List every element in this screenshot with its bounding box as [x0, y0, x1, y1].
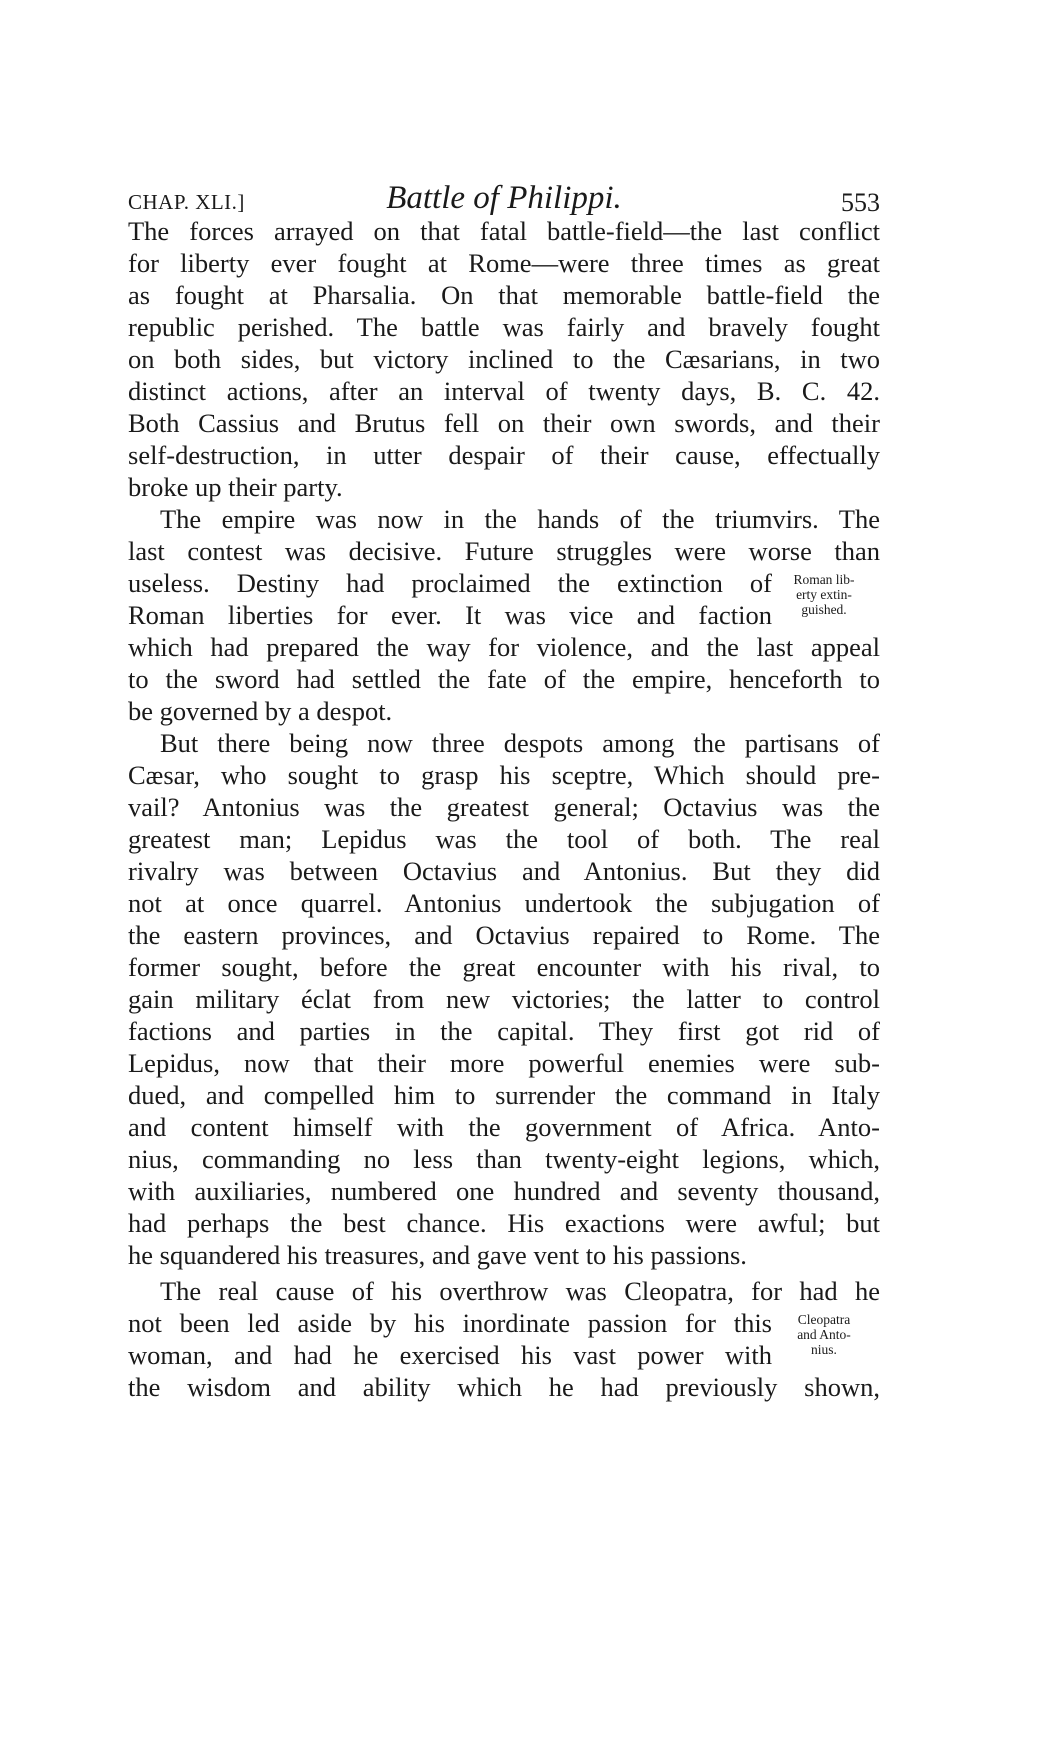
margin-note-roman-liberty [770, 572, 878, 617]
text-line: rivalry was between Octavius and Antonius. But they did [128, 856, 880, 886]
text-line: Roman liberties for ever. It was vice and faction [128, 600, 772, 630]
margin-note-line: Cleopatra [797, 1312, 851, 1327]
text-line: not been led aside by his inordinate passion for this [128, 1308, 772, 1338]
text-line: The forces arrayed on that fatal battle-field—the last conflict [128, 216, 880, 246]
text-line: had perhaps the best chance. His exactions were awful; but [128, 1208, 880, 1238]
text-line: to the sword had settled the fate of the empire, henceforth to [128, 664, 880, 694]
chapter-label: CHAP. XLI.] [128, 190, 245, 214]
text-line: which had prepared the way for violence, and the last appeal [128, 632, 880, 662]
text-line: on both sides, but victory inclined to the Cæsarians, in two [128, 344, 880, 374]
margin-note-line: erty extin- [796, 587, 852, 602]
text-line: Cæsar, who sought to grasp his sceptre, Which should pre- [128, 760, 880, 790]
margin-note-cleopatra [770, 1312, 878, 1357]
margin-note-line: Roman lib- [793, 572, 855, 587]
text-line: gain military éclat from new victories; the latter to control [128, 984, 880, 1014]
text-line: the wisdom and ability which he had previously shown, [128, 1372, 880, 1402]
text-line: distinct actions, after an interval of twenty days, B. C. 42. [128, 376, 880, 406]
margin-note-line: guished. [801, 602, 847, 617]
text-line: for liberty ever fought at Rome—were three times as great [128, 248, 880, 278]
text-line: last contest was decisive. Future struggles were worse than [128, 536, 880, 566]
text-line: woman, and had he exercised his vast power with [128, 1340, 772, 1370]
text-line: republic perished. The battle was fairly and bravely fought [128, 312, 880, 342]
margin-note-line: nius. [811, 1342, 837, 1357]
text-line: useless. Destiny had proclaimed the extinction of [128, 568, 772, 598]
text-line: vail? Antonius was the greatest general; Octavius was the [128, 792, 880, 822]
page-number: 553 [841, 188, 880, 217]
text-line: the eastern provinces, and Octavius repaired to Rome. The [128, 920, 880, 950]
page-title: Battle of Philippi. [386, 180, 622, 216]
text-line: Lepidus, now that their more powerful enemies were sub- [128, 1048, 880, 1078]
text-line: as fought at Pharsalia. On that memorable battle-field the [128, 280, 880, 310]
text-line: greatest man; Lepidus was the tool of both. The real [128, 824, 880, 854]
text-line: self-destruction, in utter despair of their cause, effectually [128, 440, 880, 470]
text-line: and content himself with the government of Africa. Anto- [128, 1112, 880, 1142]
text-line: he squandered his treasures, and gave vent to his passions. [128, 1240, 747, 1270]
text-line: not at once quarrel. Antonius undertook the subjugation of [128, 888, 880, 918]
text-line: broke up their party. [128, 472, 343, 502]
text-line: The real cause of his overthrow was Cleopatra, for had he [160, 1276, 880, 1306]
text-line: Both Cassius and Brutus fell on their own swords, and their [128, 408, 880, 438]
text-line: former sought, before the great encounter with his rival, to [128, 952, 880, 982]
text-line: be governed by a despot. [128, 696, 393, 726]
text-line: But there being now three despots among the partisans of [160, 728, 880, 758]
margin-note-line: and Anto- [797, 1327, 851, 1342]
text-line: factions and parties in the capital. They first got rid of [128, 1016, 880, 1046]
text-line: The empire was now in the hands of the triumvirs. The [160, 504, 880, 534]
text-line: dued, and compelled him to surrender the command in Italy [128, 1080, 880, 1110]
text-line: with auxiliaries, numbered one hundred and seventy thousand, [128, 1176, 880, 1206]
text-line: nius, commanding no less than twenty-eight legions, which, [128, 1144, 880, 1174]
